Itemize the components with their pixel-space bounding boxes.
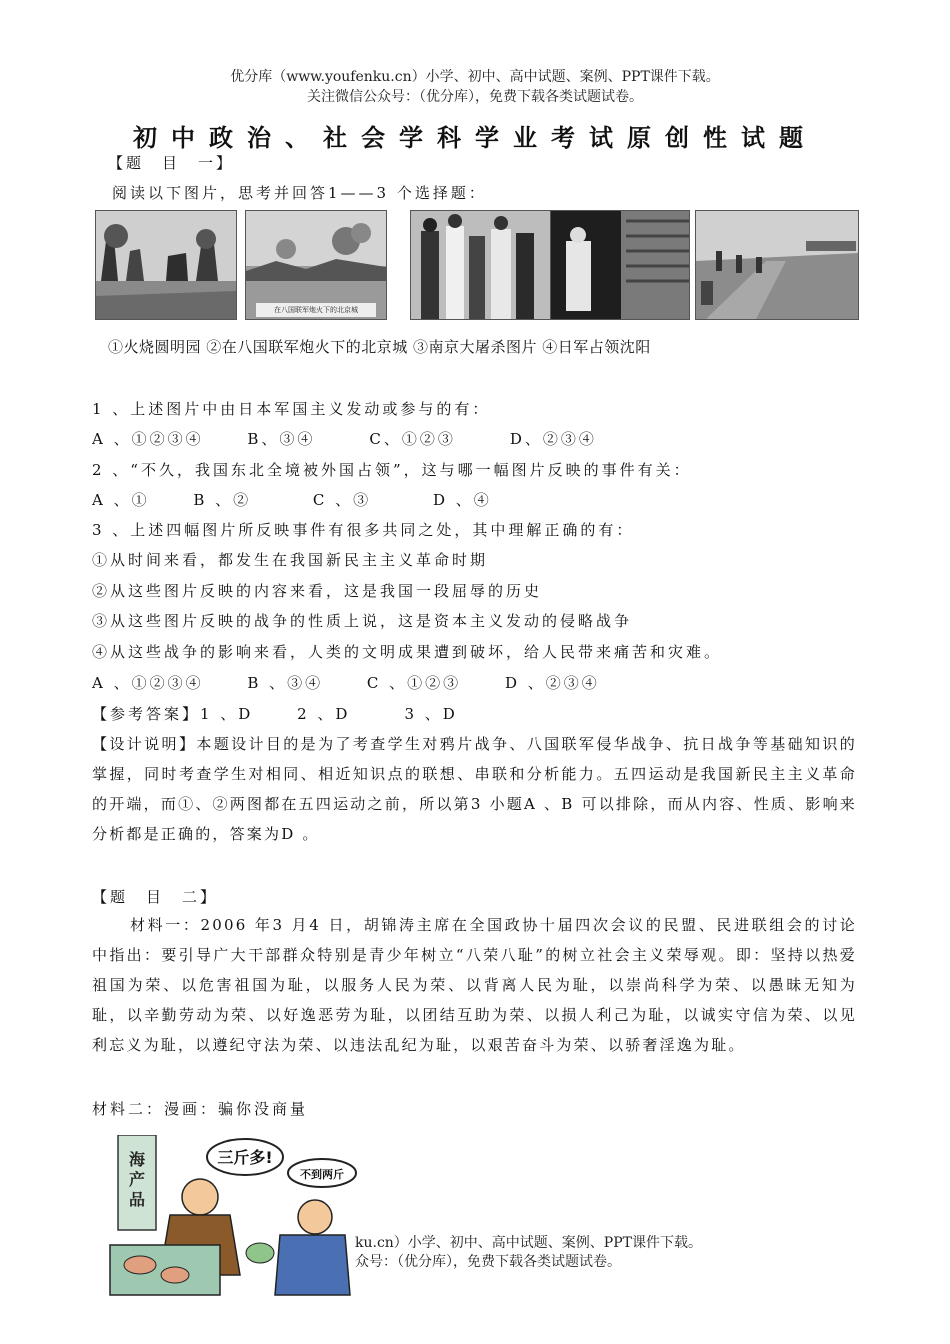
site-header-line2: 关注微信公众号：（优分库），免费下载各类试题试卷。	[307, 89, 643, 105]
q1-item: ④从这些战争的影响来看，人类的文明成果遭到破坏，给人民带来痛苦和灾难。	[92, 643, 723, 661]
site-header-line1: 优分库（www.youfenku.cn）小学、初中、高中试题、案例、PPT课件下载。	[230, 69, 720, 85]
site-footer-line2: 众号：（优分库），免费下载各类试题试卷。	[355, 1254, 621, 1270]
q1-intro: 阅读以下图片，思考并回答1——3 个选择题：	[112, 184, 487, 202]
q1-heading: 【题 目 一】	[108, 154, 235, 172]
photo-nanjing-massacre-1	[410, 210, 552, 320]
photo-yuanmingyuan	[95, 210, 237, 320]
cartoon-sign-1: 海	[128, 1150, 146, 1169]
q2-heading: 【题 目 二】	[92, 888, 219, 906]
photo-nanjing-massacre-2	[550, 210, 690, 320]
q1-design-note: 【设计说明】本题设计目的是为了考查学生对鸦片战争、八国联军侵华战争、抗日战争等基础知识的掌握，同时考查学生对相同、相近知识点的联想、串联和分析能力。五四运动是我国新民主主义革命的开端，而①、②两图都在五四运动之前，所以第3 小题A 、B 可以排除，而从内容、性质、影响来分析都是正确的，答案为D 。	[92, 735, 857, 843]
cartoon-sign-2: 产	[128, 1170, 146, 1189]
page-title: 初中政治、社会学科学业考试原创性试题	[133, 123, 817, 152]
q1-item: ③从这些图片反映的战争的性质上说，这是资本主义发动的侵略战争	[92, 612, 633, 630]
q2-material1: 材料一：2006 年3 月4 日，胡锦涛主席在全国政协十届四次会议的民盟、民进联组会的讨论中指出：要引导广大干部群众特别是青少年树立“八荣八耻”的树立社会主义荣辱观。即：坚持以热爱祖国为荣、以危害祖国为耻，以服务人民为荣、以背离人民为耻，以崇尚科学为荣、以愚昧无知为耻，以辛勤劳动为荣、以好逸恶劳为耻，以团结互助为荣、以损人利己为耻，以诚实守信为荣、以见利忘义为耻，以遵纪守法为荣、以违法乱纪为耻，以艰苦奋斗为荣、以骄奢淫逸为耻。	[92, 916, 857, 1054]
site-footer-line1: ku.cn）小学、初中、高中试题、案例、PPT课件下载。	[355, 1235, 702, 1251]
q1-item: ②从这些图片反映的内容来看，这是我国一段屈辱的历史	[92, 582, 543, 600]
cartoon-image	[100, 1135, 360, 1300]
photo-beijing-shelling	[245, 210, 387, 320]
q1-item: 2 、“不久，我国东北全境被外国占领”，这与哪一幅图片反映的事件有关：	[92, 461, 692, 479]
q2-material2-label: 材料二：漫画：骗你没商量	[92, 1100, 309, 1118]
speech-bubble-seller: 三斤多!	[217, 1148, 273, 1167]
cartoon-sign-3: 品	[128, 1190, 146, 1209]
q1-item: A 、①②③④ B 、③④ C 、①②③ D 、②③④	[92, 674, 600, 692]
q1-item: 1 、上述图片中由日本军国主义发动或参与的有：	[92, 400, 491, 418]
photo-inset-caption: 在八国联军炮火下的北京城	[256, 303, 376, 317]
speech-bubble-buyer: 不到两斤	[300, 1168, 344, 1181]
q1-photo-caption: ①火烧圆明园 ②在八国联军炮火下的北京城 ③南京大屠杀图片 ④日军占领沈阳	[108, 338, 651, 356]
q1-item: A 、①②③④ B、③④ C、①②③ D、②③④	[92, 430, 597, 448]
q1-answer: 【参考答案】1 、D 2 、D 3 、D	[92, 705, 458, 723]
q1-item: A 、① B 、② C 、③ D 、④	[92, 491, 492, 509]
q1-item: 3 、上述四幅图片所反映事件有很多共同之处，其中理解正确的有：	[92, 521, 635, 539]
photo-shenyang-occupation	[695, 210, 859, 320]
q1-item: ①从时间来看，都发生在我国新民主主义革命时期	[92, 551, 489, 569]
